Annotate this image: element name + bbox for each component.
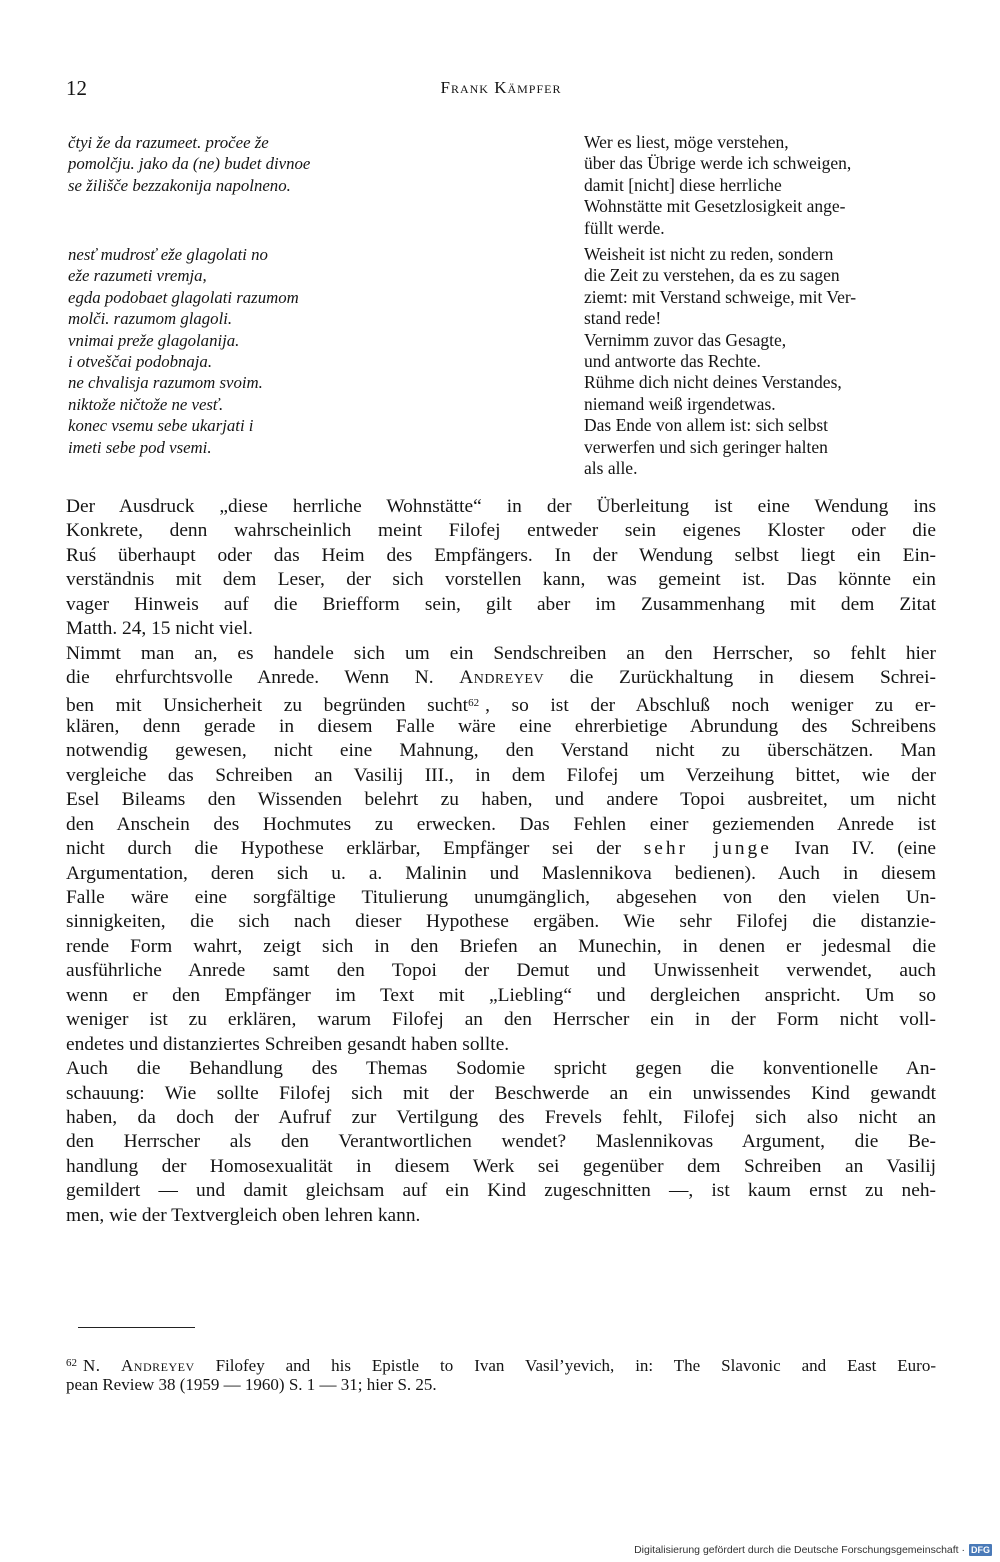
slavonic-line: egda podobaet glagolati razumom (68, 287, 299, 307)
slavonic-line: eže razumeti vremja, (68, 266, 207, 286)
slavonic-line: ne chvalisja razumom svoim. (68, 373, 263, 393)
slavonic-line: molči. razumom glagoli. (68, 309, 233, 329)
body-text-run: ben mit Unsicherheit zu begründen sucht (66, 694, 469, 716)
body-line: vergleiche das Schreiben an Vasilij III., in dem Filofej um Verzeihung bittet, wie der (66, 764, 936, 786)
german-stanza-1 (584, 132, 851, 239)
footnote-divider (78, 1327, 195, 1328)
body-line: haben, da doch der Aufruf zur Vertilgung des Frevels fehlt, Filofej sich also nicht an (66, 1106, 936, 1128)
german-line: und antworte das Rechte. (584, 350, 761, 371)
german-line: Weisheit ist nicht zu reden, sondern (584, 244, 834, 264)
body-line: endetes und distanziertes Schreiben gesandt haben sollte. (66, 1033, 510, 1055)
body-text-run: , so ist der Abschluß noch weniger zu er- (485, 694, 936, 716)
body-line: Auch die Behandlung des Themas Sodomie spricht gegen die konventionelle An- (66, 1058, 936, 1080)
body-text-run: nicht durch die Hypothese erklärbar, Empfänger sei der (66, 838, 644, 860)
german-line: die Zeit zu verstehen, da es zu sagen (584, 265, 840, 286)
german-line: niemand weiß irgendetwas. (584, 393, 776, 414)
slavonic-line: imeti sebe pod vsemi. (68, 437, 212, 457)
slavonic-line: vnimai preže glagolanija. (68, 330, 240, 350)
german-line: Das Ende von allem ist: sich selbst (584, 415, 828, 436)
german-line: über das Übrige werde ich schweigen, (584, 153, 852, 174)
body-line (66, 691, 936, 715)
german-line: als alle. (584, 457, 638, 478)
german-line: stand rede! (584, 308, 662, 329)
slavonic-line: čtyi že da razumeet. pročee že (68, 133, 269, 152)
body-line: rende Form wahrt, zeigt sich in den Briefen an Munechin, in denen er jedesmal die (66, 935, 936, 957)
body-line: klären, denn gerade in diesem Falle wäre eine ehrerbietige Abrundung des Schreibens (66, 715, 936, 737)
body-line: Der Ausdruck „diese herrliche Wohnstätte“ in der Überleitung ist eine Wendung ins (66, 496, 936, 517)
digitization-credit (634, 1543, 992, 1557)
dfg-logo-icon: DFG (971, 1545, 990, 1555)
body-line (66, 837, 936, 861)
body-line: handlung der Homosexualität in diesem Werk sei gegenüber dem Schreiben an Vasilij (66, 1155, 936, 1177)
slavonic-line: se žilišče bezzakonija napolneno. (68, 175, 291, 195)
footnote-reference[interactable]: 62 (468, 696, 480, 709)
body-line: gemildert — und damit gleichsam auf ein Kind zugeschnitten —, ist kaum ernst zu neh- (66, 1180, 936, 1202)
german-line: damit [nicht] diese herrliche (584, 174, 782, 195)
body-line: den Herrscher als den Verantwortlichen wendet? Maslennikovas Argument, die Be- (66, 1131, 936, 1153)
body-line: sinnigkeiten, die sich nach dieser Hypothese ergäben. Wie sehr Filofej die distanzie- (66, 911, 936, 933)
footnote-author: N. Andreyev (83, 1356, 195, 1375)
body-line: notwendig gewesen, nicht eine Mahnung, den Verstand nicht zu überschätzen. Man (66, 740, 936, 762)
german-line: Vernimm zuvor das Gesagte, (584, 329, 787, 350)
body-line: weniger ist zu erklären, warum Filofej an den Herrscher ein in der Form nicht voll- (66, 1009, 936, 1031)
body-line: wenn er den Empfänger im Text mit „Liebling“ und dergleichen anspricht. Um so (66, 984, 936, 1006)
footnote-text-run: Filofey and his Epistle to Ivan Vasil’yevich, in: The Slavonic and East Euro- (194, 1356, 936, 1375)
german-line: ziemt: mit Verstand schweige, mit Ver- (584, 286, 857, 307)
slavonic-line: i otveščai podobnaja. (68, 351, 213, 371)
body-line: Ruś überhaupt oder das Heim des Empfängers. In der Wendung selbst liegt ein Ein- (66, 544, 936, 566)
slavonic-line: pomolčju. jako da (ne) budet divnoe (68, 154, 311, 174)
body-line: Falle wäre eine sorgfältige Titulierung unumgänglich, abgesehen von den vielen Un- (66, 887, 936, 908)
digitization-text: Digitalisierung gefördert durch die Deutsche Forschungsgemeinschaft · (634, 1544, 965, 1556)
slavonic-line: nesť mudrosť eže glagolati no (68, 245, 268, 264)
body-line: verständnis mit dem Leser, der sich vorstellen kann, was gemeint ist. Das könnte ein (66, 569, 936, 591)
body-text-run: Ivan IV. (eine (771, 838, 936, 860)
page-number: 12 (66, 76, 87, 100)
body-line: ausführliche Anrede samt den Topoi der Demut und Unwissenheit verwendet, auch (66, 960, 936, 982)
german-line: füllt werde. (584, 217, 665, 238)
german-line: verwerfen und sich geringer halten (584, 436, 828, 457)
page-header (66, 76, 936, 102)
slavonic-stanza-2 (68, 244, 299, 458)
body-line (66, 666, 936, 690)
slavonic-line: niktože ničtože ne vesť. (68, 394, 224, 414)
german-line: Wohnstätte mit Gesetzlosigkeit ange- (584, 196, 846, 217)
body-line: Konkrete, denn wahrscheinlich meint Filofej entweder sein eigenes Kloster oder die (66, 520, 936, 542)
german-stanza-2 (584, 244, 856, 479)
body-line: Argumentation, deren sich u. a. Malinin und Maslennikova bedienen). Auch in diesem (66, 862, 936, 884)
footnote-line (66, 1352, 936, 1374)
footnote-line: pean Review 38 (1959 — 1960) S. 1 — 31; hier S. 25. (66, 1375, 437, 1394)
body-line: den Anschein des Hochmutes zu erwecken. Das Fehlen einer geziemenden Anrede ist (66, 813, 936, 835)
body-text (66, 495, 936, 1228)
body-line: Nimmt man an, es handele sich um ein Sendschreiben an den Herrscher, so fehlt hier (66, 642, 936, 664)
german-line: Rühme dich nicht deines Verstandes, (584, 372, 842, 393)
footnote-number: 62 (66, 1357, 77, 1369)
slavonic-line: konec vsemu sebe ukarjati i (68, 416, 254, 436)
emphasized-text: sehr junge (643, 838, 772, 860)
german-line: Wer es liest, möge verstehen, (584, 132, 789, 152)
footnote-62 (66, 1352, 936, 1396)
running-head: Frank Kämpfer (440, 78, 562, 97)
body-line: men, wie der Textvergleich oben lehren kann. (66, 1204, 421, 1226)
body-line: Esel Bileams den Wissenden belehrt zu haben, und andere Topoi ausbreitet, um nicht (66, 789, 936, 811)
body-text-run: die ehrfurchtsvolle Anrede. Wenn N. (66, 667, 460, 689)
body-text-run: die Zurückhaltung in diesem Schrei- (544, 667, 936, 689)
body-line: Matth. 24, 15 nicht viel. (66, 618, 253, 640)
slavonic-stanza-1 (68, 132, 310, 196)
body-line: vager Hinweis auf die Briefform sein, gilt aber im Zusammenhang mit dem Zitat (66, 593, 936, 615)
body-line: schauung: Wie sollte Filofej sich mit der Beschwerde an ein unwissendes Kind gewandt (66, 1082, 936, 1104)
author-name: Andreyev (459, 667, 545, 689)
